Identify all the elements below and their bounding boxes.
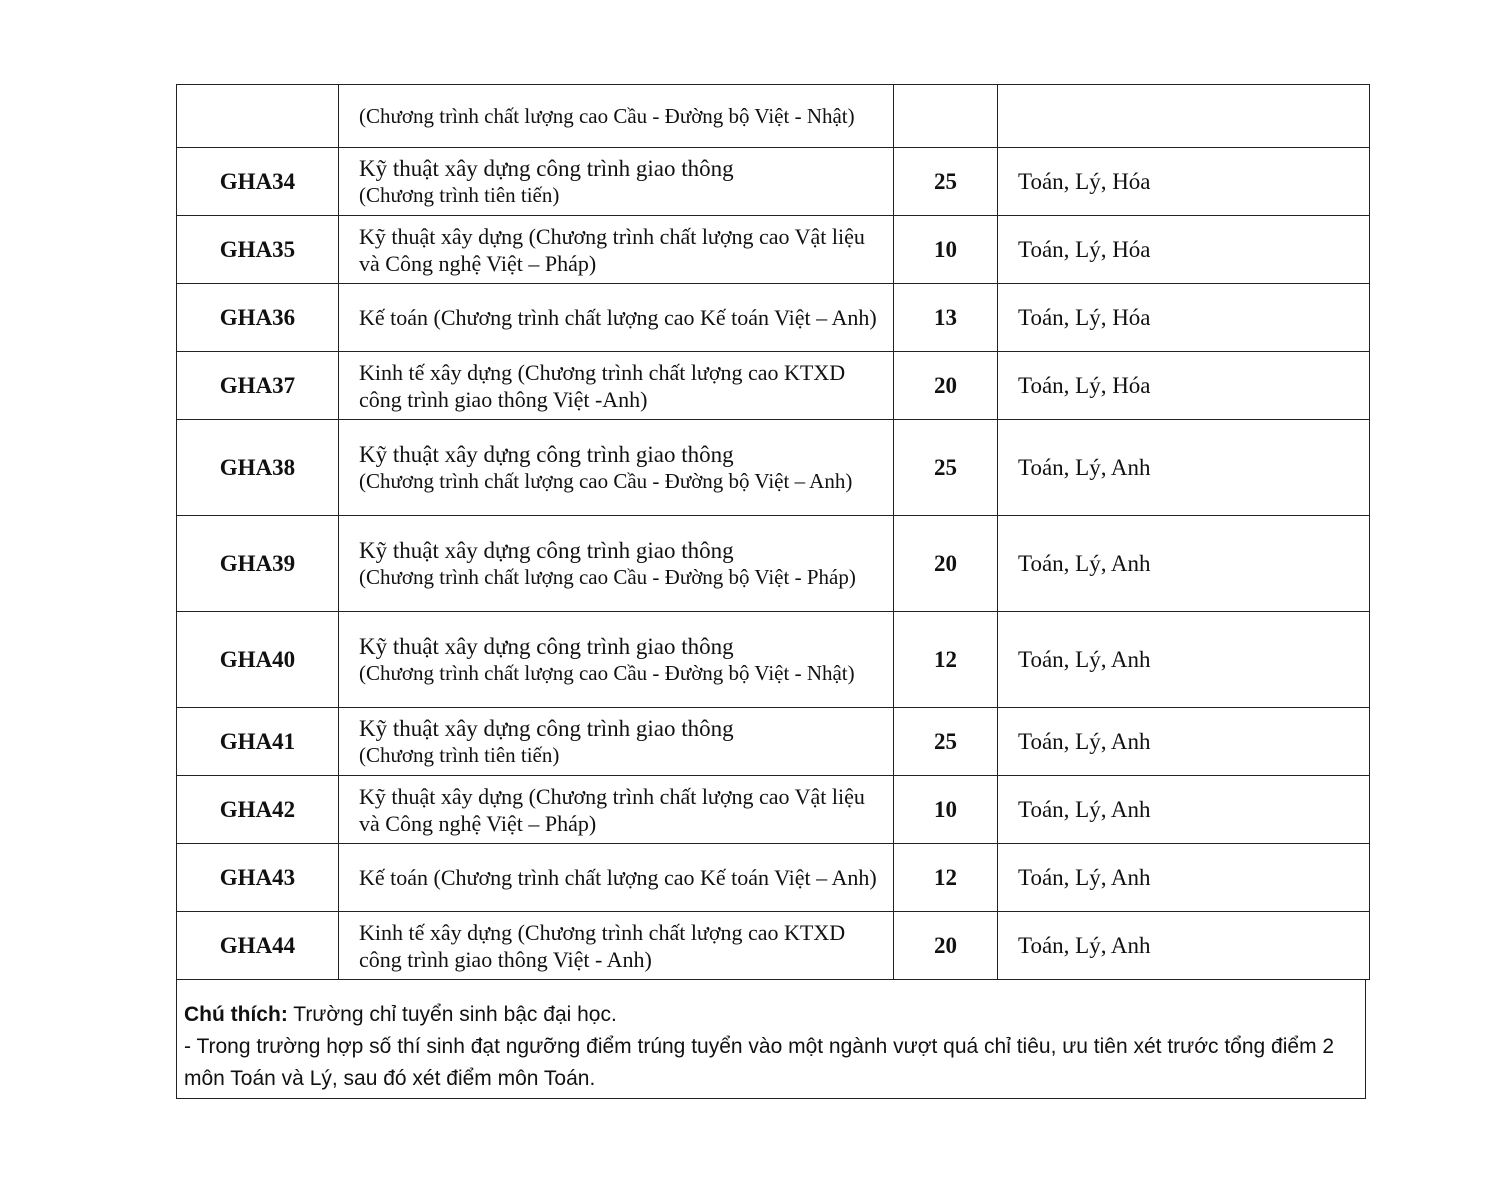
quota: 25 [894, 148, 998, 216]
quota: 25 [894, 708, 998, 776]
program-title: Kỹ thuật xây dựng công trình giao thông [359, 537, 734, 563]
footnote-label: Chú thích: [184, 1003, 288, 1026]
quota: 25 [894, 420, 998, 516]
subject-combination: Toán, Lý, Anh [998, 420, 1370, 516]
quota: 13 [894, 284, 998, 352]
program-code: GHA43 [177, 844, 339, 912]
program-title: Kỹ thuật xây dựng công trình giao thông [359, 633, 734, 659]
quota: 12 [894, 612, 998, 708]
subjects-cell [998, 85, 1370, 148]
program-code: GHA39 [177, 516, 339, 612]
footnote-line-1 [184, 999, 1359, 1031]
subject-combination: Toán, Lý, Anh [998, 776, 1370, 844]
table-row-continued [177, 85, 1370, 148]
document-page [176, 84, 1369, 1099]
program-code: GHA34 [177, 148, 339, 216]
table-row [177, 216, 1370, 284]
table-row [177, 776, 1370, 844]
table-row [177, 516, 1370, 612]
program-subtitle: (Chương trình tiên tiến) [359, 742, 560, 767]
table-row [177, 844, 1370, 912]
footnote-box [176, 980, 1366, 1099]
footnote-text: Trường chỉ tuyển sinh bậc đại học. [287, 1003, 617, 1026]
quota: 10 [894, 216, 998, 284]
program-name: Kinh tế xây dựng (Chương trình chất lượng cao KTXD công trình giao thông Việt - Anh) [339, 912, 894, 980]
program-code: GHA41 [177, 708, 339, 776]
subject-combination: Toán, Lý, Anh [998, 612, 1370, 708]
program-name-cell [339, 420, 894, 516]
table-row [177, 148, 1370, 216]
quota: 10 [894, 776, 998, 844]
program-name: Kỹ thuật xây dựng (Chương trình chất lượng cao Vật liệu và Công nghệ Việt – Pháp) [339, 216, 894, 284]
program-subtitle: (Chương trình chất lượng cao Cầu - Đường bộ Việt – Anh) [359, 468, 853, 493]
subject-combination: Toán, Lý, Hóa [998, 352, 1370, 420]
quota: 20 [894, 352, 998, 420]
program-code: GHA37 [177, 352, 339, 420]
program-name-cell [339, 85, 894, 148]
program-subtitle: (Chương trình chất lượng cao Cầu - Đường bộ Việt - Pháp) [359, 564, 856, 589]
quota: 20 [894, 516, 998, 612]
quota: 12 [894, 844, 998, 912]
table-row [177, 284, 1370, 352]
program-subtitle: (Chương trình tiên tiến) [359, 182, 560, 207]
program-title: Kỹ thuật xây dựng công trình giao thông [359, 155, 734, 181]
program-code: GHA44 [177, 912, 339, 980]
subject-combination: Toán, Lý, Hóa [998, 284, 1370, 352]
program-code: GHA36 [177, 284, 339, 352]
subject-combination: Toán, Lý, Hóa [998, 148, 1370, 216]
subject-combination: Toán, Lý, Anh [998, 708, 1370, 776]
admission-table [176, 84, 1370, 980]
subject-combination: Toán, Lý, Anh [998, 516, 1370, 612]
program-code: GHA35 [177, 216, 339, 284]
program-name: Kế toán (Chương trình chất lượng cao Kế toán Việt – Anh) [339, 284, 894, 352]
program-name: Kinh tế xây dựng (Chương trình chất lượng cao KTXD công trình giao thông Việt -Anh) [339, 352, 894, 420]
table-row [177, 352, 1370, 420]
program-name: Kỹ thuật xây dựng (Chương trình chất lượng cao Vật liệu và Công nghệ Việt – Pháp) [339, 776, 894, 844]
program-name-cell [339, 612, 894, 708]
subject-combination: Toán, Lý, Anh [998, 912, 1370, 980]
table-row [177, 612, 1370, 708]
quota: 20 [894, 912, 998, 980]
code-cell [177, 85, 339, 148]
table-row [177, 912, 1370, 980]
subject-combination: Toán, Lý, Hóa [998, 216, 1370, 284]
program-code: GHA38 [177, 420, 339, 516]
program-name-cell [339, 516, 894, 612]
table-row [177, 420, 1370, 516]
quota-cell [894, 85, 998, 148]
program-code: GHA40 [177, 612, 339, 708]
program-title: Kỹ thuật xây dựng công trình giao thông [359, 715, 734, 741]
footnote-line-2: - Trong trường hợp số thí sinh đạt ngưỡng điểm trúng tuyển vào một ngành vượt quá chỉ tiêu, ưu tiên xét trước tổng điểm 2 môn Toán và Lý, sau đó xét điểm môn Toán. [184, 1035, 1335, 1090]
program-name-cell [339, 708, 894, 776]
program-name-cell [339, 148, 894, 216]
program-subtitle: (Chương trình chất lượng cao Cầu - Đường bộ Việt - Nhật) [359, 660, 855, 685]
program-name: Kế toán (Chương trình chất lượng cao Kế toán Việt – Anh) [339, 844, 894, 912]
program-title: Kỹ thuật xây dựng công trình giao thông [359, 441, 734, 467]
program-subtitle: (Chương trình chất lượng cao Cầu - Đường bộ Việt - Nhật) [359, 103, 855, 128]
subject-combination: Toán, Lý, Anh [998, 844, 1370, 912]
table-row [177, 708, 1370, 776]
program-code: GHA42 [177, 776, 339, 844]
